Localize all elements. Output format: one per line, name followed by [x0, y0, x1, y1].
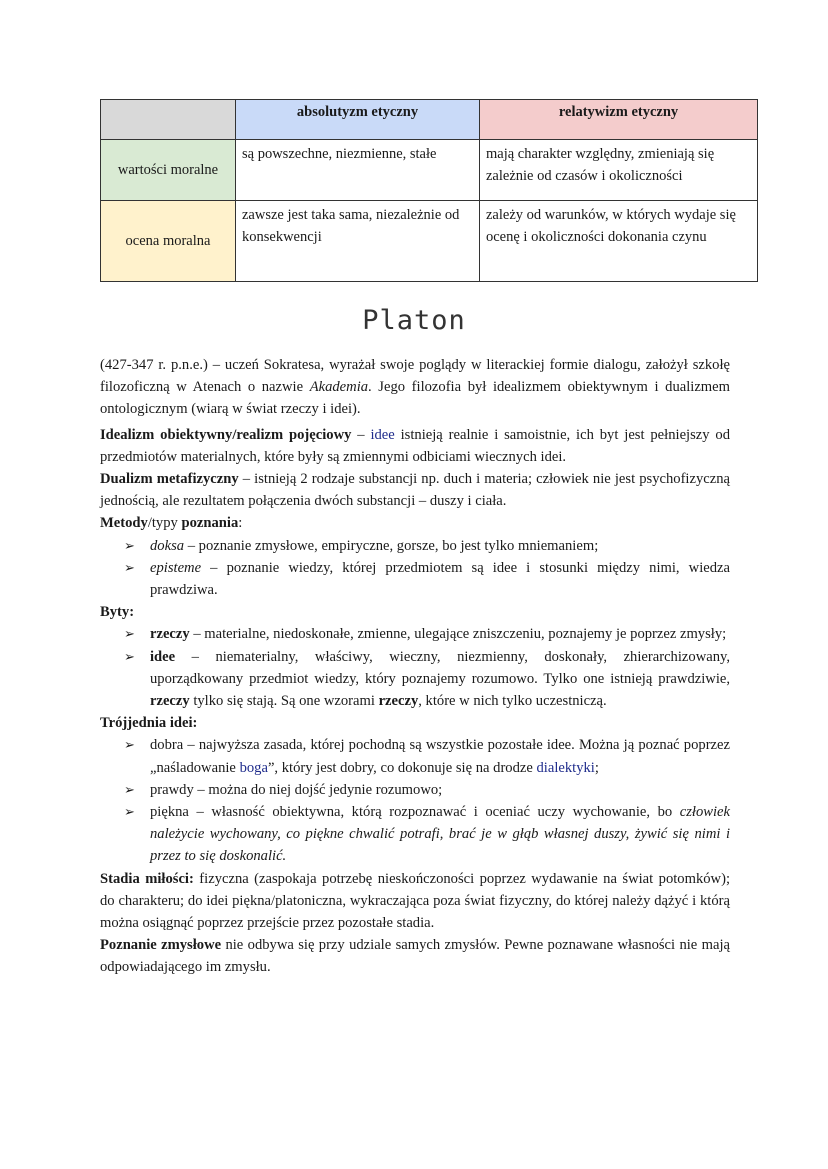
methods-list [100, 535, 730, 602]
idealism-dash: – [351, 426, 371, 443]
episteme-term: episteme [150, 559, 202, 576]
rzeczy-term: rzeczy [150, 626, 190, 643]
arrow-bullet-icon: ➢ [124, 559, 135, 575]
dialektyki-link[interactable]: dialektyki [536, 759, 595, 776]
idealism-text: istnieją realnie i samoistnie, ich byt jest pełniejszy od przedmiotów materialnych, które były są zmiennymi odbiciami wiecznych idei. [100, 426, 731, 465]
good-text-3: ; [594, 759, 599, 776]
list-item [100, 779, 730, 801]
intro-text-end: . Jego filozofia był idealizmem obiektywnym i dualizmem ontologicznym (wiarą w świat rzeczy i idei). [100, 379, 730, 418]
idealism-paragraph [100, 424, 730, 468]
truth-text: prawdy – można do niej dojść jedynie rozumowo; [150, 781, 443, 798]
row-label-moral-judgment: ocena moralna [101, 201, 236, 282]
dualism-text: – istnieją 2 rodzaje substancji np. duch i materia; człowiek nie jest psychofizyczną jednością, ale rezultatem połączenia dwóch substancji – duszy i ciała. [100, 471, 730, 510]
love-text: fizyczna (zaspokaja potrzebę nieskończoności poprzez wydawanie na świat potomków); do charakteru; do idei piękna/platoniczna, wykraczająca poza świat fizyczny, do której należy dążyć i którą można osiągnąć poprzez przejście przez pozostałe stadia. [100, 870, 731, 932]
idee-text-3: , które w nich tylko uczestniczą. [418, 693, 607, 710]
arrow-bullet-icon: ➢ [124, 804, 135, 820]
beauty-quote: człowiek należycie wychowany, co piękne chwalić potrafi, brać je w głąb własnej duszy, żywić się nimi i przez to się doskonalić. [150, 804, 730, 865]
good-text: dobra – najwyższa zasada, której pochodną są wszystkie pozostałe idee. Można ją poznać poprzez „naśladowanie [150, 737, 730, 776]
table-cell: zależy od warunków, w których wydaje się ocenę i okoliczności dokonania czynu [480, 201, 758, 282]
trinity-heading-text: Trójjednia idei: [100, 715, 198, 732]
arrow-bullet-icon: ➢ [124, 626, 135, 642]
perception-text: nie odbywa się przy udziale samych zmysłów. Pewne poznawane własności nie mają odpowiadającego im zmysłu. [100, 937, 730, 976]
methods-heading [100, 512, 730, 534]
list-item [100, 801, 730, 868]
arrow-bullet-icon: ➢ [124, 648, 135, 664]
dualism-paragraph [100, 468, 730, 512]
beings-list [100, 623, 730, 712]
good-text-2: ”, który jest dobry, co dokonuje się na drodze [267, 759, 537, 776]
row-label-moral-values: wartości moralne [101, 140, 236, 201]
idee-text: – niematerialny, właściwy, wieczny, niezmienny, doskonały, zhierarchizowany, uporządkowany przedmiot wiedzy, który poznajemy rozumowo. Tylko one istnieją prawdziwie, [150, 648, 730, 687]
table-corner-cell [101, 100, 236, 140]
page-title: Platon [362, 305, 466, 336]
idealism-term: Idealizm obiektywny/realizm pojęciowy [100, 426, 352, 443]
methods-colon: : [238, 515, 243, 532]
rzeczy-bold: rzeczy [150, 693, 190, 710]
perception-term: Poznanie zmysłowe [100, 937, 222, 954]
beings-heading-text: Byty: [100, 604, 135, 621]
header-relativism: relatywizm etyczny [480, 100, 758, 140]
love-term: Stadia miłości: [100, 870, 194, 887]
episteme-text: – poznanie wiedzy, której przedmiotem są idee i stosunki między nimi, wiedza prawdziwa. [150, 559, 730, 599]
perception-paragraph [100, 934, 730, 978]
doksa-text: – poznanie zmysłowe, empiryczne, gorsze, bo jest tylko mniemaniem; [184, 537, 599, 554]
table-row [101, 140, 758, 201]
intro-paragraph [100, 354, 730, 421]
rzeczy-bold: rzeczy [378, 693, 419, 710]
beauty-text: piękna – własność obiektywna, którą rozpoznawać i oceniać uczy wychowanie, bo [150, 804, 680, 821]
academy-term: Akademia [309, 379, 369, 396]
methods-term: Metody [100, 515, 148, 532]
table-row [101, 201, 758, 282]
list-item [100, 557, 730, 601]
table-cell: są powszechne, niezmienne, stałe [236, 140, 480, 201]
list-item [100, 623, 730, 645]
list-item [100, 734, 730, 778]
table-header-row [101, 100, 758, 140]
arrow-bullet-icon: ➢ [124, 781, 135, 797]
arrow-bullet-icon: ➢ [124, 537, 135, 553]
boga-link[interactable]: boga [239, 759, 268, 776]
trinity-heading [100, 712, 730, 734]
idee-text-2: tylko się stają. Są one wzorami [189, 693, 379, 710]
arrow-bullet-icon: ➢ [124, 737, 135, 753]
beings-heading [100, 601, 730, 623]
list-item [100, 535, 730, 557]
cognition-term: poznania [181, 515, 239, 532]
love-paragraph [100, 868, 730, 935]
table-cell: mają charakter względny, zmieniają się zależnie od czasów i okoliczności [480, 140, 758, 201]
table-cell: zawsze jest taka sama, niezależnie od konsekwencji [236, 201, 480, 282]
idee-term: idee [150, 648, 176, 665]
list-item [100, 646, 730, 713]
comparison-table [100, 99, 758, 282]
rzeczy-text: – materialne, niedoskonałe, zmienne, ulegające zniszczeniu, poznajemy je poprzez zmysły; [189, 626, 727, 643]
dualism-term: Dualizm metafizyczny [100, 471, 239, 488]
header-absolutism: absolutyzm etyczny [236, 100, 480, 140]
doksa-term: doksa [150, 537, 185, 554]
idee-link[interactable]: idee [370, 426, 395, 443]
methods-sep: /typy [147, 515, 182, 532]
intro-text: (427-347 r. p.n.e.) – uczeń Sokratesa, wyrażał swoje poglądy w literackiej formie dialogu, założył szkołę filozoficzną w Atenach o nazwie [100, 357, 730, 396]
document-body [100, 354, 730, 979]
trinity-list [100, 734, 730, 867]
